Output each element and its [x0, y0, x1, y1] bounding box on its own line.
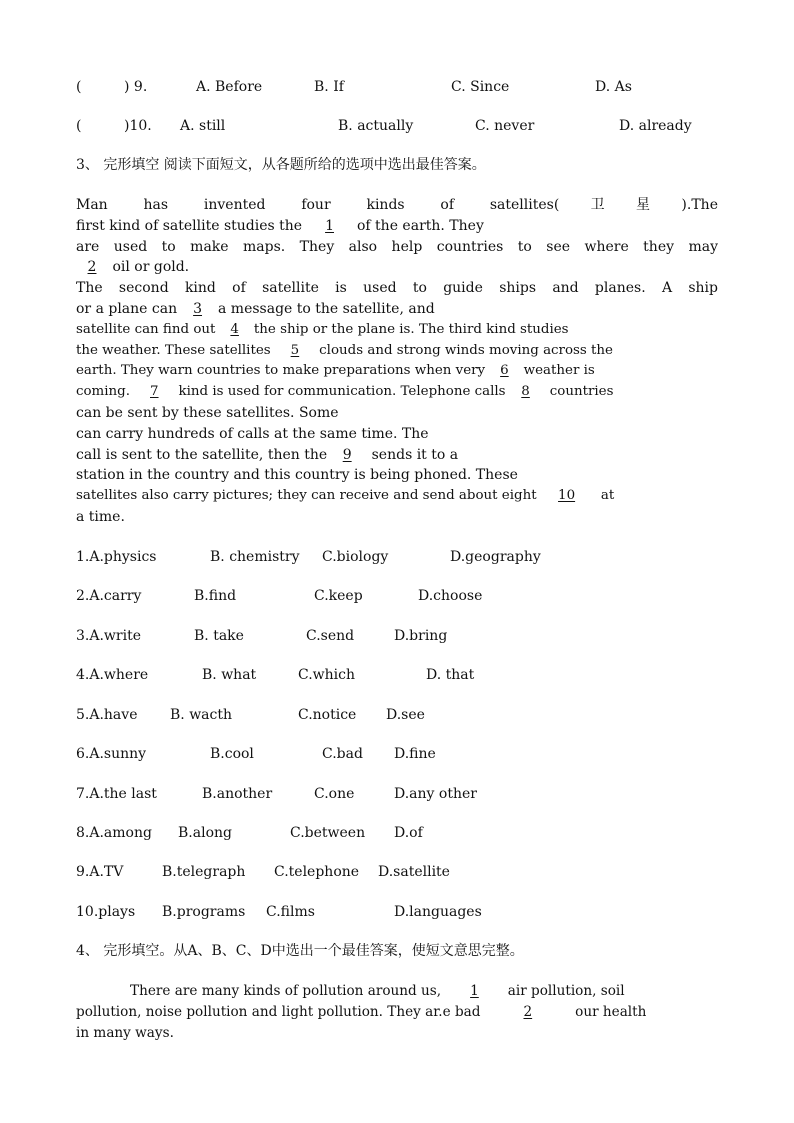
answer-paren: (	[76, 79, 82, 95]
option-b: B.along	[178, 825, 232, 841]
passage-line: pollution, noise pollution and light pollution. They ar.e bad 2 our health	[76, 1002, 718, 1023]
blank-1: 1	[325, 217, 334, 234]
option-b: B. what	[202, 667, 257, 683]
blank-7: 7	[150, 384, 159, 400]
section-heading-4: 4、 完形填空。从A、B、C、D中选出一个最佳答案，使短文意思完整。	[76, 943, 524, 959]
option-d: D.satellite	[378, 864, 450, 880]
passage-line: earth. They warn countries to make preparations when very 6 weather is	[76, 361, 718, 382]
blank-6: 6	[500, 363, 509, 379]
passage-line: coming. 7 kind is used for communication. Telephone calls 8 countries	[76, 382, 718, 403]
option-c: C.one	[314, 786, 355, 802]
option-d: D.languages	[394, 904, 482, 920]
option-a: 10.plays	[76, 904, 136, 920]
option-a: 9.A.TV	[76, 864, 124, 880]
option-b: B. chemistry	[210, 549, 300, 565]
passage-line: The second kind of satellite is used to guide ships and planes. A ship	[76, 280, 718, 297]
option-b: B. wacth	[170, 707, 233, 723]
option-a: 1.A.physics	[76, 549, 157, 565]
option-a: 3.A.write	[76, 628, 141, 644]
option-c: C.keep	[314, 588, 363, 604]
option-a: 8.A.among	[76, 825, 152, 841]
passage-line: can be sent by these satellites. Some	[76, 404, 339, 421]
blank-5: 5	[290, 342, 300, 358]
option-d: D.of	[394, 825, 423, 841]
option-c: C.films	[266, 904, 315, 920]
section-heading-3: 3、 完形填空 阅读下面短文，从各题所给的选项中选出最佳答案。	[76, 157, 486, 173]
option-b: B. If	[314, 79, 344, 95]
cloze-passage-4	[76, 981, 718, 1043]
passage-line: are used to make maps. They also help countries to see where they may	[76, 238, 718, 255]
blank-3: 3	[193, 300, 203, 317]
cloze-passage	[76, 195, 718, 528]
option-a: 5.A.have	[76, 707, 138, 723]
option-d: D.choose	[418, 588, 483, 604]
option-a: A. still	[180, 118, 226, 134]
option-c: C.bad	[322, 746, 363, 762]
blank-9: 9	[342, 446, 352, 463]
passage-line: or a plane can 3 a message to the satellite, and	[76, 299, 718, 320]
option-a: 6.A.sunny	[76, 746, 147, 762]
option-b: B.another	[202, 786, 273, 802]
question-number: ) 9.	[124, 79, 148, 95]
option-d: D. that	[426, 667, 475, 683]
blank-8: 8	[521, 384, 530, 400]
option-c: C. never	[475, 118, 535, 134]
passage-line: Man has invented four kinds of satellites(卫星).The	[76, 197, 718, 213]
passage-line: 2 oil or gold.	[76, 257, 718, 278]
option-c: C.notice	[298, 707, 357, 723]
blank-2: 2	[523, 1003, 533, 1020]
option-b: B. take	[194, 628, 244, 644]
option-b: B.programs	[162, 904, 246, 920]
passage-line: in many ways.	[76, 1024, 174, 1041]
question-number: )10.	[124, 118, 152, 134]
option-c: C.send	[306, 628, 355, 644]
option-c: C.which	[298, 667, 355, 683]
option-c: C.biology	[322, 549, 389, 565]
passage-line: call is sent to the satellite, then the 9 sends it to a	[76, 445, 718, 466]
passage-line: can carry hundreds of calls at the same time. The	[76, 425, 429, 442]
option-d: D.any other	[394, 786, 477, 802]
passage-line: station in the country and this country is being phoned. These	[76, 467, 518, 484]
option-d: D. already	[619, 118, 692, 134]
option-b: B. actually	[338, 118, 414, 134]
blank-4: 4	[230, 321, 239, 337]
option-a: A. Before	[196, 79, 263, 95]
option-d: D.see	[386, 707, 425, 723]
option-c: C.telephone	[274, 864, 360, 880]
blank-2: 2	[87, 259, 97, 276]
passage-line: the weather. These satellites 5 clouds and strong winds moving across the	[76, 341, 718, 362]
option-b: B.cool	[210, 746, 254, 762]
passage-line: a time.	[76, 508, 125, 525]
option-a: 2.A.carry	[76, 588, 142, 604]
option-d: D.geography	[450, 549, 541, 565]
answer-paren: (	[76, 118, 82, 134]
blank-10: 10	[558, 488, 576, 504]
blank-1: 1	[470, 983, 479, 999]
option-d: D.bring	[394, 628, 448, 644]
option-d: D.fine	[394, 746, 436, 762]
option-b: B.telegraph	[162, 864, 246, 880]
passage-line: satellites also carry pictures; they can receive and send about eight 10 at	[76, 486, 718, 507]
option-b: B.find	[194, 588, 237, 604]
passage-line: satellite can find out 4 the ship or the plane is. The third kind studies	[76, 320, 718, 341]
passage-line: There are many kinds of pollution around us, 1 air pollution, soil	[76, 981, 718, 1002]
option-c: C. Since	[451, 79, 510, 95]
option-a: 4.A.where	[76, 667, 149, 683]
option-d: D. As	[595, 79, 632, 95]
option-c: C.between	[290, 825, 366, 841]
passage-line: first kind of satellite studies the 1 of the earth. They	[76, 216, 718, 237]
option-a: 7.A.the last	[76, 786, 157, 802]
